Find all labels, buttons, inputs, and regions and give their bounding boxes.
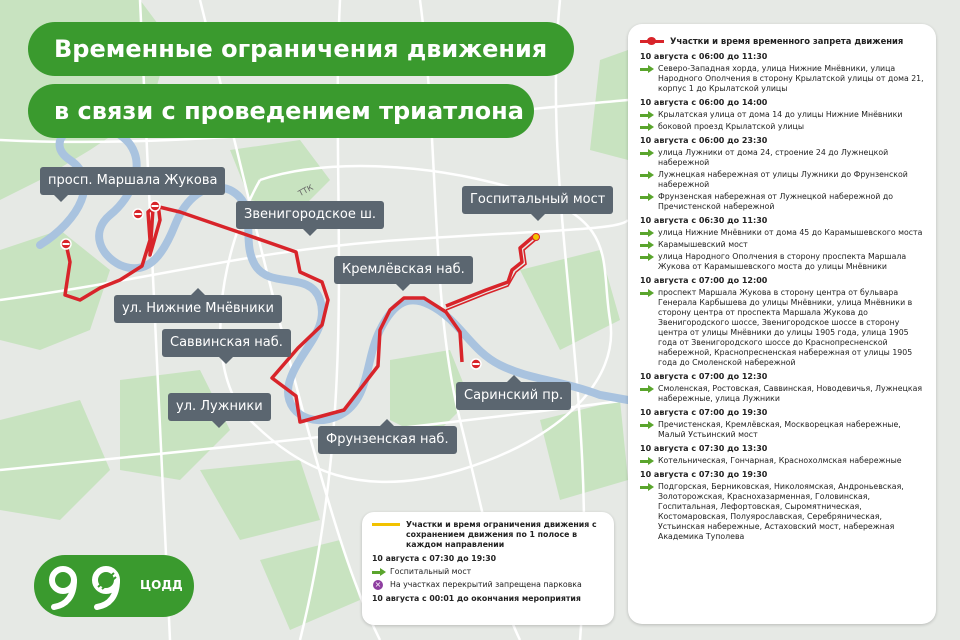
schedule-item: Смоленская, Ростовская, Саввинская, Новодевичья, Лужнецкая набережные, улица Лужники bbox=[640, 384, 926, 404]
schedule-item: улица Лужники от дома 24, строение 24 до Лужнецкой набережной bbox=[640, 148, 926, 168]
green-arrow-icon bbox=[640, 111, 654, 120]
green-arrow-icon bbox=[640, 65, 654, 74]
partial-closure-legend bbox=[362, 512, 614, 625]
yellow-line-icon bbox=[372, 523, 400, 526]
bridge-marker bbox=[533, 234, 540, 241]
schedule-group-time: 10 августа с 07:00 до 12:30 bbox=[640, 372, 768, 381]
title-line-2: в связи с проведением триатлона bbox=[28, 84, 534, 138]
green-arrow-icon bbox=[640, 123, 654, 132]
green-arrow-icon bbox=[640, 289, 654, 298]
schedule-group-time: 10 августа с 07:00 до 19:30 bbox=[640, 408, 768, 417]
legend-time: 10 августа с 07:30 до 19:30 bbox=[372, 554, 497, 563]
schedule-item: Северо-Западная хорда, улица Нижние Мнёвники, улица Народного Ополчения в сторону Крылатской улицы от дома 21, корпус 1 до Крылатской улицы bbox=[640, 64, 926, 94]
green-arrow-icon bbox=[372, 568, 386, 577]
schedule-item: Карамышевский мост bbox=[640, 240, 926, 250]
schedule-item: Лужнецкая набережная от улицы Лужники до Фрунзенской набережной bbox=[640, 170, 926, 190]
green-arrow-icon bbox=[640, 385, 654, 394]
label-marshal-zhukov: просп. Маршала Жукова bbox=[40, 167, 225, 195]
green-arrow-icon bbox=[640, 149, 654, 158]
closure-line-icon bbox=[640, 37, 664, 45]
schedule-item: улица Народного Ополчения в сторону проспекта Маршала Жукова от Карамышевского моста до улицы Мнёвники bbox=[640, 252, 926, 272]
schedule-group-time: 10 августа с 07:00 до 12:00 bbox=[640, 276, 768, 285]
schedule-item: улица Нижние Мнёвники от дома 45 до Карамышевского моста bbox=[640, 228, 926, 238]
schedule-group-time: 10 августа с 06:00 до 23:30 bbox=[640, 136, 768, 145]
ttk-label: ТТК bbox=[296, 182, 315, 199]
label-savvinskaya: Саввинская наб. bbox=[162, 329, 291, 357]
schedule-group-time: 10 августа с 06:00 до 11:30 bbox=[640, 52, 768, 61]
green-arrow-icon bbox=[640, 483, 654, 492]
label-zvenigorodskoe: Звенигородское ш. bbox=[236, 201, 384, 229]
schedule-item: боковой проезд Крылатской улицы bbox=[640, 122, 926, 132]
schedule-group-time: 10 августа с 06:00 до 14:00 bbox=[640, 98, 768, 107]
label-luzhniki: ул. Лужники bbox=[168, 393, 271, 421]
schedule-item: Котельническая, Гончарная, Краснохолмская набережные bbox=[640, 456, 926, 466]
schedule-item: проспект Маршала Жукова в сторону центра от бульвара Генерала Карбышева до улицы Мнёвники, улица Мнёвники в сторону центра от проспекта Маршала Жукова до Звенигородского шоссе, Звенигородское шоссе в сторону центра от улицы Мнёвники до улицы 1905 года, улица 1905 года от Звенигородского шоссе до Краснопресненской набережной, Краснопресненская набережная от улицы 1905 года до Смоленской набережной bbox=[640, 288, 926, 368]
schedule-item: Пречистенская, Кремлёвская, Москворецкая набережные, Малый Устьинский мост bbox=[640, 420, 926, 440]
schedule-group-time: 10 августа с 07:30 до 19:30 bbox=[640, 470, 768, 479]
no-parking-icon: × bbox=[374, 580, 382, 589]
green-arrow-icon bbox=[640, 253, 654, 262]
label-sarinsky: Саринский пр. bbox=[456, 382, 571, 410]
schedule-item: Фрунзенская набережная от Лужнецкой набережной до Пречистенской набережной bbox=[640, 192, 926, 212]
green-arrow-icon bbox=[640, 171, 654, 180]
green-arrow-icon bbox=[640, 241, 654, 250]
title-line-1: Временные ограничения движения bbox=[28, 22, 574, 76]
label-frunzenskaya: Фрунзенская наб. bbox=[318, 426, 457, 454]
legend-header: Участки и время ограничения движения с сохранением движения по 1 полосе в каждом направлении bbox=[372, 520, 604, 550]
closure-schedule-panel bbox=[628, 24, 936, 624]
label-nizhnie-mnevniki: ул. Нижние Мнёвники bbox=[114, 295, 282, 323]
schedule-group-time: 10 августа с 07:30 до 13:30 bbox=[640, 444, 768, 453]
logo-text: ЦОДД bbox=[140, 578, 183, 592]
legend-parking-note: × На участках перекрытий запрещена парковка bbox=[374, 580, 582, 589]
schedule-item: Крылатская улица от дома 14 до улицы Нижние Мнёвники bbox=[640, 110, 926, 120]
label-gospitalny-most: Госпитальный мост bbox=[462, 186, 613, 214]
schedule-item: Подгорская, Берниковская, Николоямская, Андроньевская, Золоторожская, Краснохазарменная, Головинская, Госпитальная, Лефортовская, Сыромятническая, Костомаровская, Полуярославская, Серебряническая, Устьинская набережные, Астаховский мост, набережная Академика Туполева bbox=[640, 482, 926, 542]
green-arrow-icon bbox=[640, 193, 654, 202]
green-arrow-icon bbox=[640, 421, 654, 430]
legend-item: Госпитальный мост bbox=[372, 567, 604, 577]
legend-time: 10 августа с 00:01 до окончания мероприятия bbox=[372, 594, 581, 603]
panel-header: Участки и время временного запрета движения bbox=[640, 34, 926, 48]
green-arrow-icon bbox=[640, 229, 654, 238]
label-kremlevskaya: Кремлёвская наб. bbox=[334, 256, 473, 284]
schedule-group-time: 10 августа с 06:30 до 11:30 bbox=[640, 216, 768, 225]
green-arrow-icon bbox=[640, 457, 654, 466]
